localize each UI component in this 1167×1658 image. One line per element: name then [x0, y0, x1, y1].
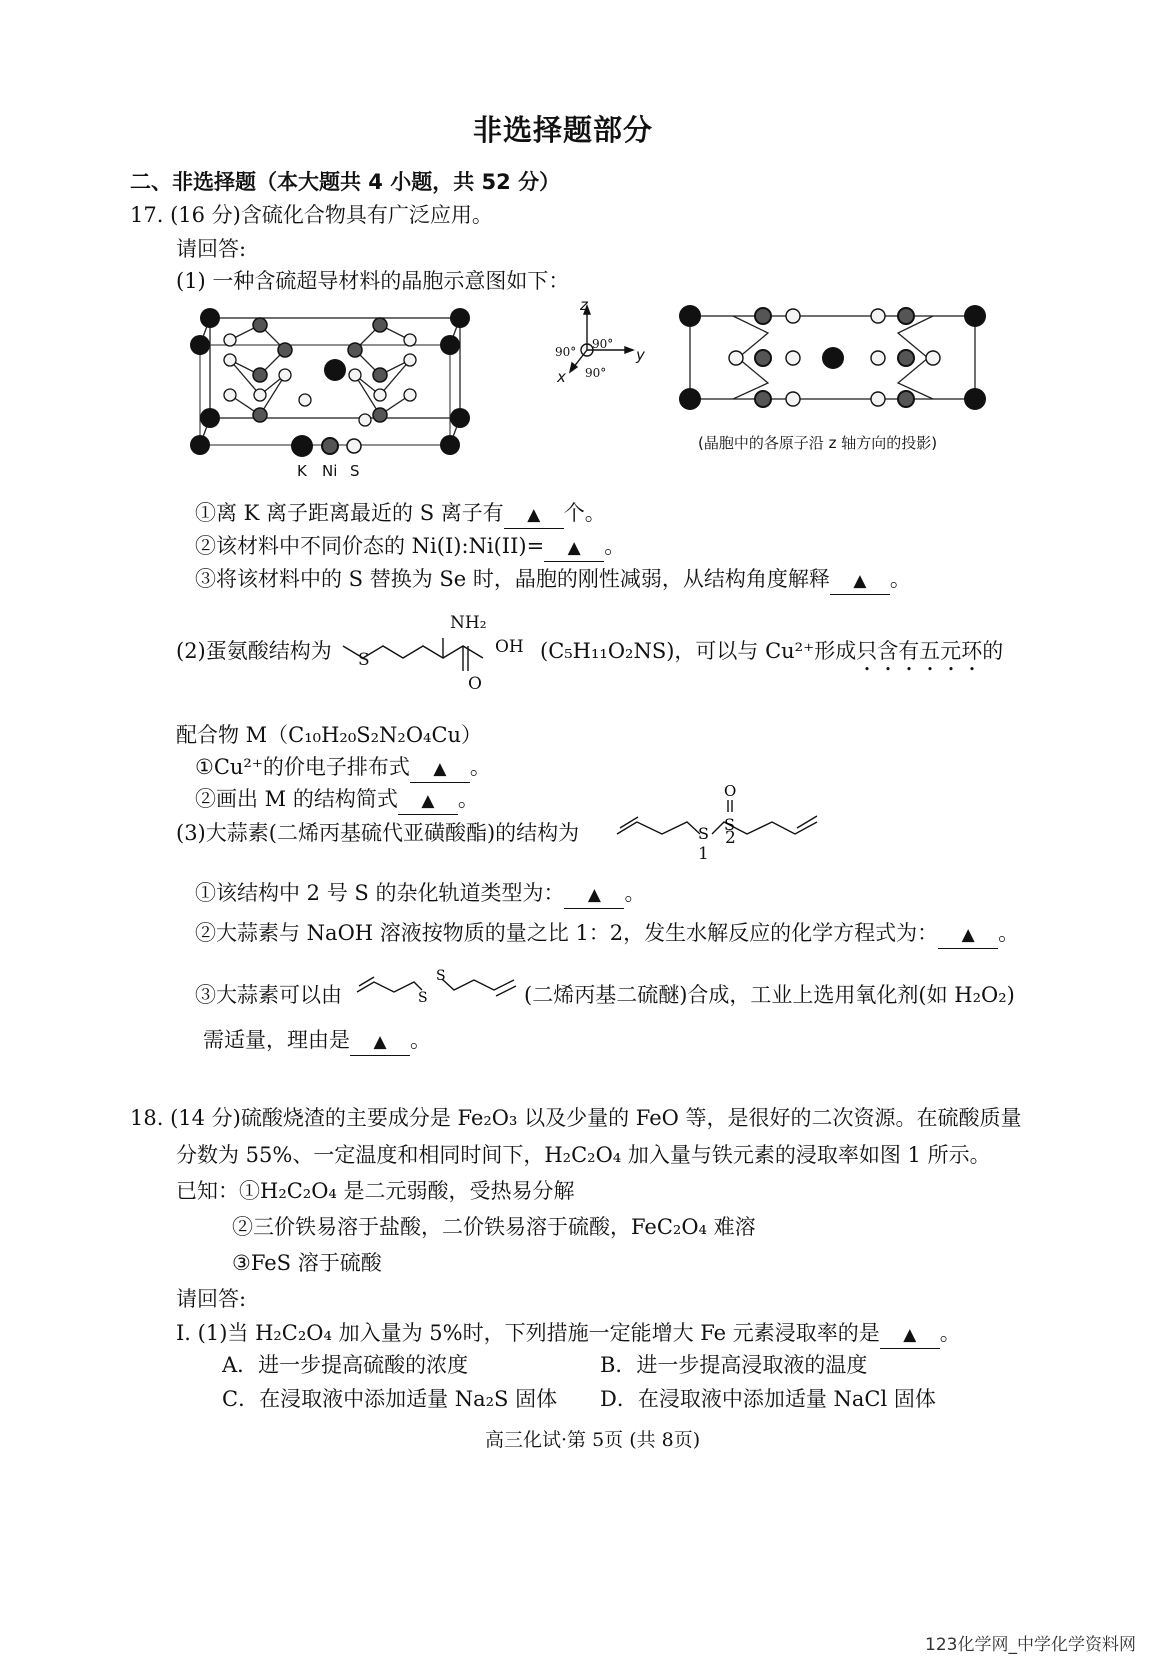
answer-blank[interactable]: ▲ [398, 786, 458, 815]
answer-blank[interactable]: ▲ [830, 566, 890, 595]
option-a[interactable]: A．进一步提高硫酸的浓度 [222, 1353, 469, 1377]
q18-known-1: 已知：①H₂C₂O₄ 是二元弱酸，受热易分解 [176, 1179, 575, 1203]
answer-blank[interactable]: ▲ [504, 500, 564, 529]
answer-blank[interactable]: ▲ [350, 1027, 410, 1056]
q17-p3-q3-cont: (二烯丙基二硫醚)合成，工业上选用氧化剂(如 H₂O₂) [524, 983, 1015, 1007]
q17-p1-q3: ③将该材料中的 S 替换为 Se 时，晶胞的刚性减弱，从结构角度解释 ▲ 。 [195, 566, 911, 595]
answer-blank[interactable]: ▲ [564, 880, 624, 909]
allicin-structure [612, 784, 837, 864]
q17-p3-q3-end: 需适量，理由是 ▲ 。 [203, 1027, 431, 1056]
section-heading: 二、非选择题（本大题共 4 小题，共 52 分） [130, 170, 561, 194]
q17-part2-label: (2)蛋氨酸结构为 [176, 639, 332, 663]
q18-known-3: ③FeS 溶于硫酸 [232, 1251, 382, 1275]
legend-markers [290, 434, 370, 458]
svg-text:S: S [724, 815, 735, 834]
option-d[interactable]: D．在浸取液中添加适量 NaCl 固体 [600, 1387, 936, 1411]
axis-y-label: y [636, 346, 645, 364]
q17-part1-intro: (1) 一种含硫超导材料的晶胞示意图如下： [176, 269, 570, 293]
diallyl-disulfide-structure [352, 964, 524, 1008]
answer-blank[interactable]: ▲ [544, 533, 604, 562]
page-title: 非选择题部分 [473, 113, 654, 147]
answer-blank[interactable]: ▲ [410, 754, 470, 783]
q18-i1: I. (1)当 H₂C₂O₄ 加入量为 5%时，下列措施一定能增大 Fe 元素浸取率的是 ▲ 。 [176, 1320, 961, 1349]
ni-atoms [253, 318, 387, 422]
methionine-s: S [358, 650, 370, 670]
q18-known-2: ②三价铁易溶于盐酸，二价铁易溶于硫酸，FeC₂O₄ 难溶 [232, 1215, 756, 1239]
option-b[interactable]: B．进一步提高浸取液的温度 [600, 1353, 868, 1377]
projection-caption: (晶胞中的各原子沿 z 轴方向的投影) [698, 434, 938, 452]
option-c[interactable]: C．在浸取液中添加适量 Na₂S 固体 [222, 1387, 558, 1411]
answer-blank[interactable]: ▲ [880, 1320, 940, 1349]
axis-z-label: z [580, 296, 588, 314]
axis-angle-bottom: 90° [585, 366, 607, 380]
axis-angle-left: 90° [555, 345, 577, 359]
legend-k: K [297, 462, 307, 480]
legend-s: S [350, 462, 360, 480]
methionine-o: O [468, 674, 482, 694]
q17-p3-q1: ①该结构中 2 号 S 的杂化轨道类型为： ▲ 。 [195, 880, 645, 909]
axis-x-label: x [557, 368, 566, 386]
q17-heading: 17. (16 分)含硫化合物具有广泛应用。 [130, 203, 493, 227]
watermark: 123化学网_中学化学资料网 [925, 1635, 1136, 1655]
q18-ask: 请回答: [176, 1287, 247, 1311]
methionine-oh: OH [495, 637, 524, 657]
projection-figure [678, 298, 998, 418]
q17-part3-label: (3)大蒜素(二烯丙基硫代亚磺酸酯)的结构为 [176, 821, 580, 845]
allicin-label-1: 1 [698, 844, 709, 864]
q17-p2-q1: ①Cu²⁺的价电子排布式 ▲ 。 [195, 754, 491, 783]
q18-heading: 18. (14 分)硫酸烧渣的主要成分是 Fe₂O₃ 以及少量的 FeO 等，是很好的二次资源。在硫酸质量 [130, 1106, 1022, 1130]
axis-angle-right: 90° [592, 337, 614, 351]
page-footer: 高三化试·第 5页 (共 8页) [485, 1429, 701, 1451]
q17-p1-q2: ②该材料中不同价态的 Ni(I):Ni(II)= ▲ 。 [195, 533, 625, 562]
q17-part2-formula: (C₅H₁₁O₂NS)，可以与 Cu²⁺形成只含有五元环的 [540, 639, 1004, 663]
q17-p3-q2: ②大蒜素与 NaOH 溶液按物质的量之比 1：2，发生水解反应的化学方程式为： ▲ 。 [195, 920, 1019, 949]
q17-p2-q2: ②画出 M 的结构简式 ▲ 。 [195, 786, 479, 815]
q18-heading-line2: 分数为 55%、一定温度和相同时间下，H₂C₂O₄ 加入量与铁元素的浸取率如图 1 所示。 [176, 1143, 991, 1167]
k-atoms [190, 308, 470, 455]
legend-ni: Ni [322, 462, 338, 480]
allicin-label-2: 2 [725, 828, 736, 848]
dotted-emphasis: 只含有五元环 [856, 639, 983, 663]
svg-text:S: S [418, 990, 428, 1006]
answer-blank[interactable]: ▲ [938, 920, 998, 949]
svg-text:S: S [436, 968, 446, 984]
q17-part2-line2: 配合物 M（C₁₀H₂₀S₂N₂O₄Cu） [176, 723, 483, 747]
svg-text:S: S [698, 824, 709, 843]
q17-p1-q1: ①离 K 离子距离最近的 S 离子有 ▲ 个。 [195, 500, 606, 529]
q17-p3-q3-start: ③大蒜素可以由 [195, 983, 342, 1007]
svg-text:O: O [724, 784, 737, 800]
q17-ask: 请回答: [176, 237, 247, 261]
methionine-nh2: NH₂ [450, 613, 487, 633]
